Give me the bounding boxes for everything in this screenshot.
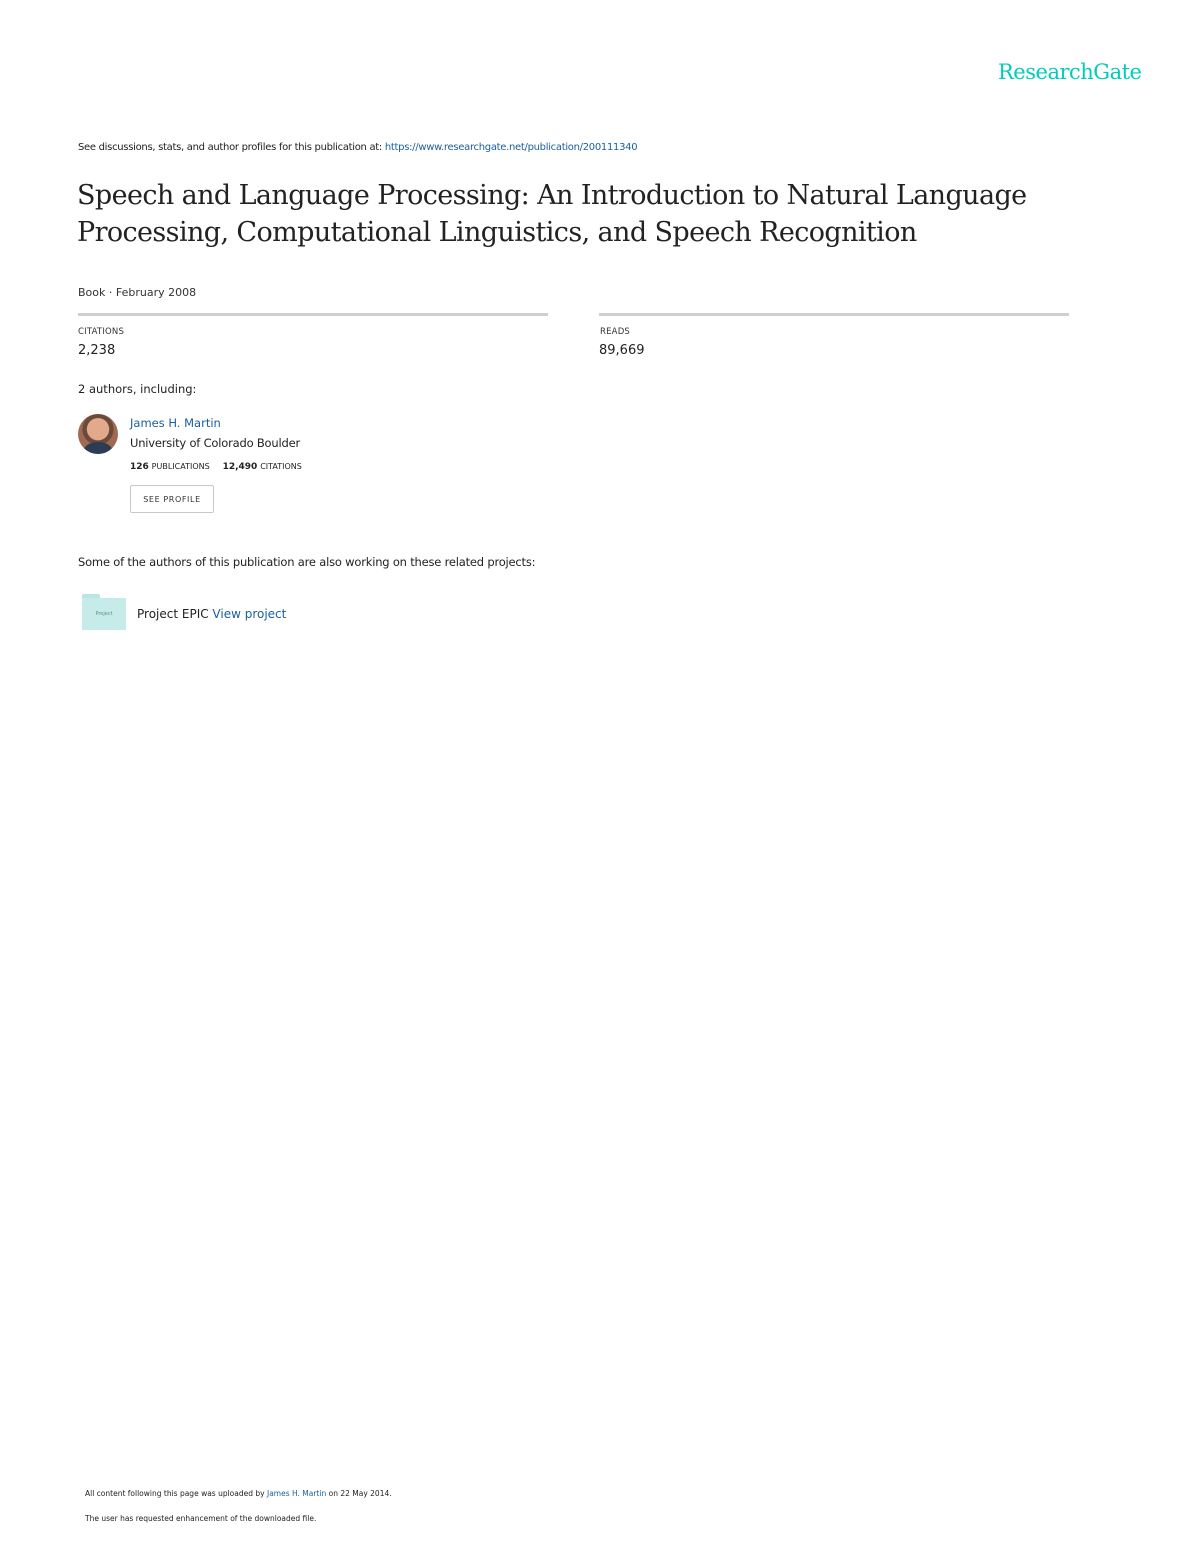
view-project-link[interactable]: View project	[212, 607, 287, 621]
citations-value: 2,238	[78, 343, 116, 358]
authors-label: 2 authors, including:	[78, 382, 197, 396]
related-projects-label: Some of the authors of this publication are also working on these related projects:	[78, 555, 536, 569]
author-citations-label: CITATIONS	[260, 462, 302, 471]
upload-prefix: All content following this page was uploaded by	[85, 1489, 267, 1498]
author-citations-count: 12,490	[222, 462, 258, 472]
project-name: Project EPIC	[137, 607, 213, 621]
reads-label: READS	[600, 327, 631, 337]
author-stats	[130, 462, 312, 472]
upload-suffix: on 22 May 2014.	[326, 1489, 392, 1498]
project-item	[137, 607, 286, 621]
enhancement-note: The user has requested enhancement of the downloaded file.	[85, 1514, 317, 1523]
citations-divider	[78, 313, 548, 316]
researchgate-logo[interactable]: ResearchGate	[998, 60, 1142, 84]
folder-icon	[82, 594, 126, 630]
folder-body	[82, 598, 126, 630]
author-publications-label: PUBLICATIONS	[151, 462, 210, 471]
uploader-link[interactable]: James H. Martin	[266, 1489, 327, 1498]
publication-url-link[interactable]: https://www.researchgate.net/publication/200111340	[384, 142, 638, 153]
upload-note	[85, 1489, 392, 1498]
author-publications-count: 126	[130, 462, 149, 472]
publication-title: Speech and Language Processing: An Introduction to Natural Language Processing, Computational Linguistics, and Speech Recognition	[77, 180, 1027, 248]
author-avatar[interactable]	[78, 414, 118, 454]
folder-label: Project	[95, 611, 113, 617]
citations-label: CITATIONS	[78, 327, 125, 337]
author-institution: University of Colorado Boulder	[130, 436, 300, 450]
discussion-note	[78, 142, 637, 153]
publication-meta: Book · February 2008	[78, 286, 197, 299]
see-profile-button[interactable]: SEE PROFILE	[130, 485, 214, 513]
author-name-link[interactable]: James H. Martin	[130, 416, 221, 430]
reads-value: 89,669	[599, 343, 645, 358]
discussion-text: See discussions, stats, and author profiles for this publication at:	[78, 142, 385, 153]
avatar-shirt	[84, 442, 112, 454]
reads-divider	[599, 313, 1069, 316]
